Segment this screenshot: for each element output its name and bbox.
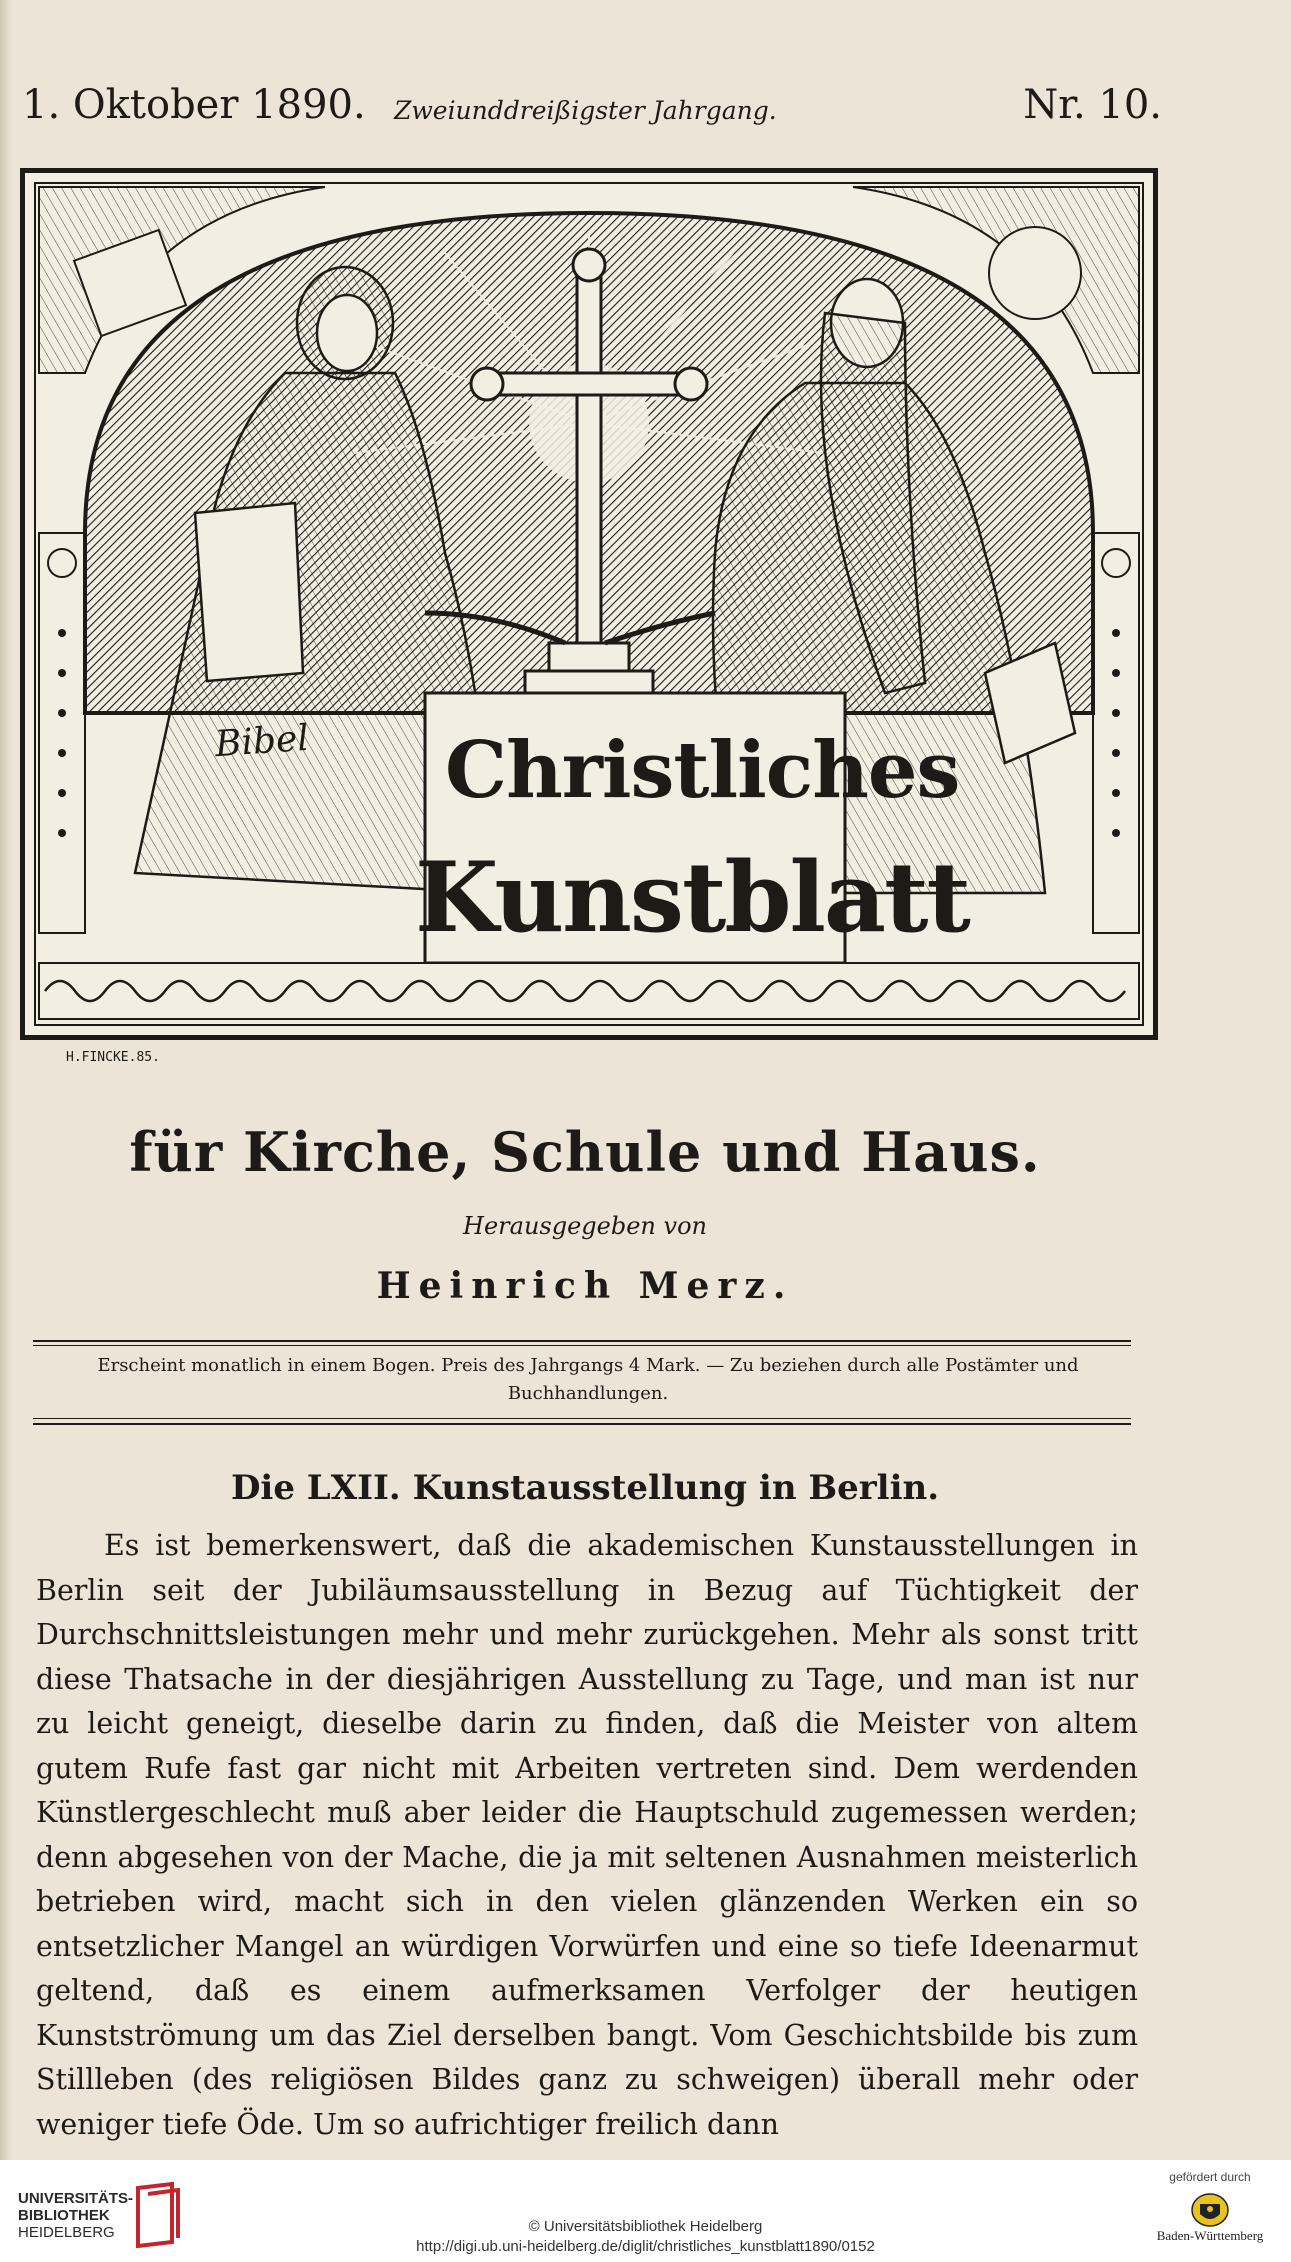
divider-bottom-thin	[33, 1418, 1131, 1419]
digitization-footer	[0, 2160, 1291, 2262]
copyright-line: © Universitätsbibliothek Heidelberg	[528, 2218, 763, 2235]
running-header	[22, 82, 1162, 142]
article-body: Es ist bemerkenswert, daß die akademischen Kunstausstellungen in Berlin seit der Jubiläumsausstellung in Bezug auf Tüchtigkeit der Durchschnittsleistungen mehr und mehr zurückgehen. Mehr als sonst tritt diese Thatsache in der diesjährigen Ausstellung zu Tage, und man ist nur zu leicht geneigt, dieselbe darin zu finden, daß die Meister von altem gutem Rufe fast gar nicht mit Arbeiten vertreten sind. Dem werdenden Künstlergeschlecht muß aber leider die Hauptschuld zugemessen werden; denn abgesehen von der Mache, die ja mit seltenen Ausnahmen meisterlich betrieben wird, macht sich in den vielen glänzenden Werken ein so entsetzlicher Mangel an würdigen Vorwürfen und eine so tiefe Ideenarmut geltend, daß es einem aufmerksamen Verfolger der heutigen Kunstströmung um das Ziel derselben bangt. Vom Geschichtsbilde bis zum Stillleben (des religiösen Bildes ganz zu schweigen) überall mehr oder weniger tiefe Öde. Um so aufrichtiger freilich dann	[36, 1529, 1138, 2141]
divider-top	[33, 1340, 1131, 1342]
masthead-kunstblatt: Kunstblatt	[415, 841, 969, 954]
subscription-notice: Erscheint monatlich in einem Bogen. Preis des Jahrgangs 4 Mark. — Zu beziehen durch alle Postämter und Buchhandlungen.	[97, 1355, 1079, 1404]
publication-subtitle: für Kirche, Schule und Haus.	[129, 1120, 1041, 1184]
divider-top-thin	[33, 1345, 1131, 1346]
divider-bottom	[33, 1423, 1131, 1425]
title-illustration	[20, 168, 1158, 1040]
sponsor-name: Baden-Württemberg	[1156, 2228, 1264, 2243]
article-title: Die LXII. Kunstausstellung in Berlin.	[230, 1468, 940, 1508]
source-url-link[interactable]: http://digi.ub.uni-heidelberg.de/diglit/christliches_kunstblatt1890/0152	[416, 2238, 875, 2255]
library-name-line2: BIBLIOTHEK	[18, 2207, 110, 2224]
library-name-line3: HEIDELBERG	[18, 2224, 115, 2241]
bible-book-label: Bibel	[213, 717, 311, 766]
masthead-christliches: Christliches	[445, 725, 960, 816]
volume-label: Zweiunddreißigster Jahrgang.	[394, 96, 777, 125]
issue-number: Nr. 10.	[1023, 82, 1162, 128]
issue-date: 1. Oktober 1890.	[22, 82, 366, 128]
sponsor-label: gefördert durch	[1169, 2170, 1251, 2184]
artist-signature: H.FINCKE.85.	[66, 1050, 160, 1065]
sponsor-block	[1145, 2170, 1275, 2244]
editor-name: Heinrich Merz.	[376, 1265, 794, 1307]
library-name-line1: UNIVERSITÄTS-	[18, 2190, 134, 2207]
editor-credit-line: Herausgegeben von	[463, 1212, 707, 1240]
state-crest-icon	[1190, 2190, 1230, 2230]
